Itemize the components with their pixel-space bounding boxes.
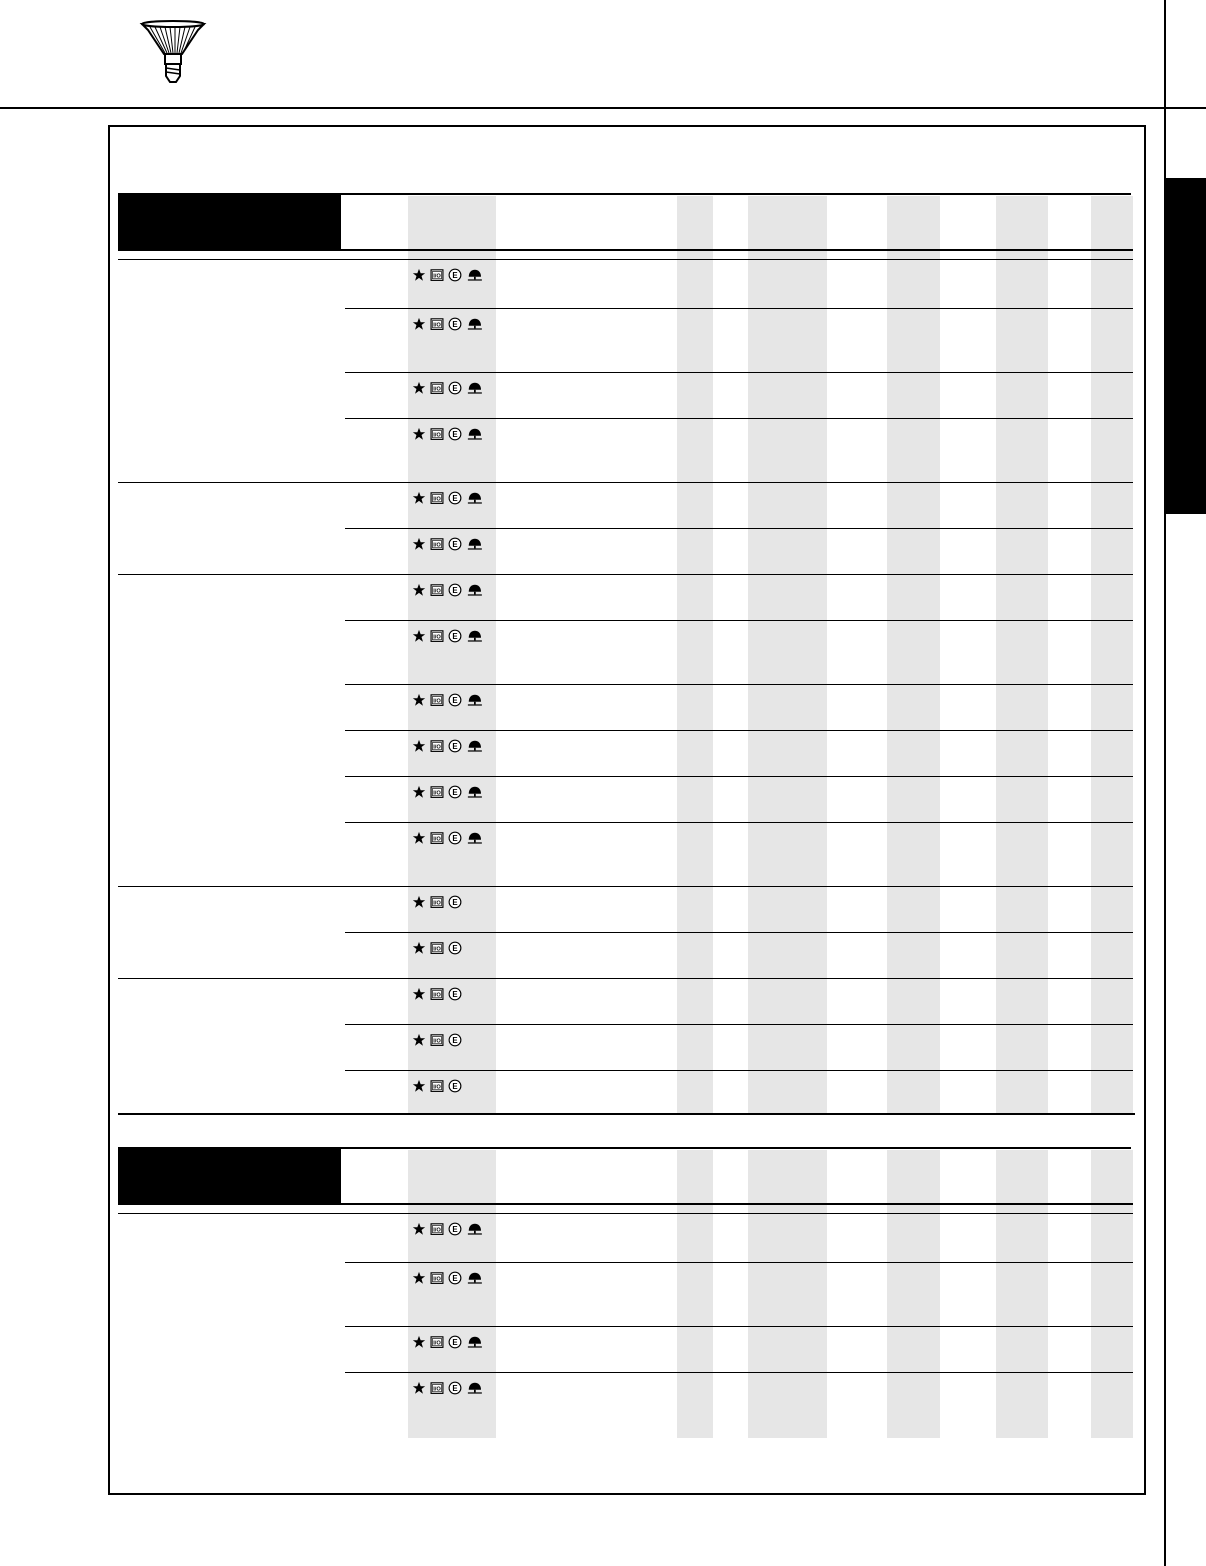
svg-text:I/O: I/O [433,744,441,751]
row-icons [412,490,483,506]
energy-star-icon [412,427,426,441]
io-rated-icon [429,1080,445,1093]
svg-text:E: E [452,1035,458,1045]
energy-star-icon [412,941,426,955]
eco-tree-icon [465,1381,483,1395]
shaded-column [1091,1150,1133,1438]
row-icons [412,830,483,846]
energy-star-icon [412,1335,426,1349]
eco-tree-icon [465,427,483,441]
row-icons [412,738,483,754]
row-icons [412,1078,462,1094]
table-header-rule [118,1203,1133,1205]
energy-star-icon [412,268,426,282]
energy-star-icon [412,1222,426,1236]
eco-tree-icon [465,537,483,551]
svg-text:I/O: I/O [433,946,441,953]
svg-text:I/O: I/O [433,634,441,641]
row-icons [412,1270,483,1286]
row-separator [345,1024,1133,1025]
svg-text:I/O: I/O [433,1276,441,1283]
io-rated-icon [429,318,445,331]
svg-text:I/O: I/O [433,992,441,999]
row-separator [345,528,1133,529]
svg-text:E: E [452,1383,458,1393]
svg-text:E: E [452,539,458,549]
energy-star-icon [412,1381,426,1395]
svg-text:I/O: I/O [433,322,441,329]
svg-text:E: E [452,787,458,797]
svg-text:I/O: I/O [433,432,441,439]
row-separator [345,308,1133,309]
energy-star-icon [412,1271,426,1285]
shaded-column [887,196,940,1113]
row-icons [412,692,483,708]
e-mark-icon [448,1381,462,1395]
shaded-column [887,1150,940,1438]
e-mark-icon [448,693,462,707]
e-mark-icon [448,785,462,799]
e-mark-icon [448,1033,462,1047]
row-separator [345,1070,1133,1071]
energy-star-icon [412,1033,426,1047]
e-mark-icon [448,1222,462,1236]
io-rated-icon [429,1034,445,1047]
svg-text:E: E [452,429,458,439]
eco-tree-icon [465,831,483,845]
svg-text:E: E [452,1337,458,1347]
io-rated-icon [429,942,445,955]
energy-star-icon [412,1079,426,1093]
energy-star-icon [412,537,426,551]
svg-text:E: E [452,943,458,953]
svg-text:I/O: I/O [433,588,441,595]
eco-tree-icon [465,739,483,753]
e-mark-icon [448,895,462,909]
shaded-column [677,196,713,1113]
row-separator [345,620,1133,621]
svg-text:E: E [452,741,458,751]
eco-tree-icon [465,491,483,505]
row-icons [412,1380,483,1396]
row-separator [345,730,1133,731]
io-rated-icon [429,630,445,643]
eco-tree-icon [465,1271,483,1285]
svg-text:I/O: I/O [433,496,441,503]
svg-text:I/O: I/O [433,1386,441,1393]
eco-tree-icon [465,317,483,331]
svg-text:E: E [452,1273,458,1283]
table-top-rule [118,193,1131,195]
row-icons [412,316,483,332]
shaded-column [748,1150,827,1438]
shaded-column [996,1150,1048,1438]
io-rated-icon [429,1272,445,1285]
e-mark-icon [448,1079,462,1093]
eco-tree-icon [465,381,483,395]
energy-star-icon [412,895,426,909]
svg-text:E: E [452,897,458,907]
energy-star-icon [412,693,426,707]
io-rated-icon [429,1382,445,1395]
svg-text:E: E [452,695,458,705]
io-rated-icon [429,492,445,505]
svg-text:I/O: I/O [433,698,441,705]
energy-star-icon [412,987,426,1001]
table-header-rule [118,249,1133,251]
e-mark-icon [448,831,462,845]
svg-text:E: E [452,1224,458,1234]
svg-text:E: E [452,1081,458,1091]
energy-star-icon [412,831,426,845]
io-rated-icon [429,1223,445,1236]
row-icons [412,536,483,552]
e-mark-icon [448,317,462,331]
row-separator [345,372,1133,373]
svg-text:I/O: I/O [433,836,441,843]
e-mark-icon [448,1271,462,1285]
row-separator [345,822,1133,823]
io-rated-icon [429,269,445,282]
group-separator [118,978,1133,979]
e-mark-icon [448,941,462,955]
svg-text:I/O: I/O [433,273,441,280]
svg-text:I/O: I/O [433,790,441,797]
energy-star-icon [412,583,426,597]
row-icons [412,1221,483,1237]
row-icons [412,1334,483,1350]
svg-text:E: E [452,383,458,393]
e-mark-icon [448,583,462,597]
energy-star-icon [412,739,426,753]
e-mark-icon [448,381,462,395]
eco-tree-icon [465,785,483,799]
e-mark-icon [448,537,462,551]
table-header-subrule [118,1213,1133,1214]
row-icons [412,986,462,1002]
row-separator [345,1326,1133,1327]
row-separator [345,1262,1133,1263]
row-icons [412,894,462,910]
svg-text:E: E [452,631,458,641]
e-mark-icon [448,987,462,1001]
io-rated-icon [429,740,445,753]
io-rated-icon [429,584,445,597]
energy-star-icon [412,629,426,643]
row-separator [345,1372,1133,1373]
e-mark-icon [448,268,462,282]
row-icons [412,582,483,598]
group-separator [118,886,1133,887]
shaded-column [408,196,496,1113]
svg-text:E: E [452,833,458,843]
table-bottom-rule [118,1113,1135,1115]
row-icons [412,784,483,800]
svg-text:I/O: I/O [433,900,441,907]
io-rated-icon [429,832,445,845]
svg-text:E: E [452,270,458,280]
io-rated-icon [429,694,445,707]
shaded-column [748,196,827,1113]
energy-star-icon [412,785,426,799]
svg-text:I/O: I/O [433,542,441,549]
e-mark-icon [448,491,462,505]
svg-text:I/O: I/O [433,1038,441,1045]
row-icons [412,380,483,396]
io-rated-icon [429,382,445,395]
group-separator [118,482,1133,483]
svg-text:E: E [452,493,458,503]
io-rated-icon [429,1336,445,1349]
eco-tree-icon [465,1335,483,1349]
svg-text:I/O: I/O [433,1340,441,1347]
svg-text:E: E [452,989,458,999]
eco-tree-icon [465,1222,483,1236]
energy-star-icon [412,317,426,331]
io-rated-icon [429,428,445,441]
row-separator [345,418,1133,419]
io-rated-icon [429,988,445,1001]
row-icons [412,267,483,283]
energy-star-icon [412,491,426,505]
row-separator [345,932,1133,933]
energy-star-icon [412,381,426,395]
row-separator [345,684,1133,685]
table-header-subrule [118,259,1133,260]
eco-tree-icon [465,583,483,597]
io-rated-icon [429,896,445,909]
svg-text:I/O: I/O [433,1227,441,1234]
e-mark-icon [448,739,462,753]
eco-tree-icon [465,693,483,707]
table-header-label-box [118,195,341,251]
shaded-column [996,196,1048,1113]
eco-tree-icon [465,629,483,643]
io-rated-icon [429,786,445,799]
svg-text:I/O: I/O [433,1084,441,1091]
svg-text:I/O: I/O [433,386,441,393]
shaded-column [1091,196,1133,1113]
table-header-label-box [118,1149,341,1205]
svg-text:E: E [452,585,458,595]
e-mark-icon [448,629,462,643]
eco-tree-icon [465,268,483,282]
e-mark-icon [448,1335,462,1349]
shaded-column [677,1150,713,1438]
svg-text:E: E [452,319,458,329]
table-top-rule [118,1147,1131,1149]
io-rated-icon [429,538,445,551]
row-separator [345,776,1133,777]
e-mark-icon [448,427,462,441]
row-icons [412,1032,462,1048]
row-icons [412,628,483,644]
group-separator [118,574,1133,575]
row-icons [412,426,483,442]
row-icons [412,940,462,956]
